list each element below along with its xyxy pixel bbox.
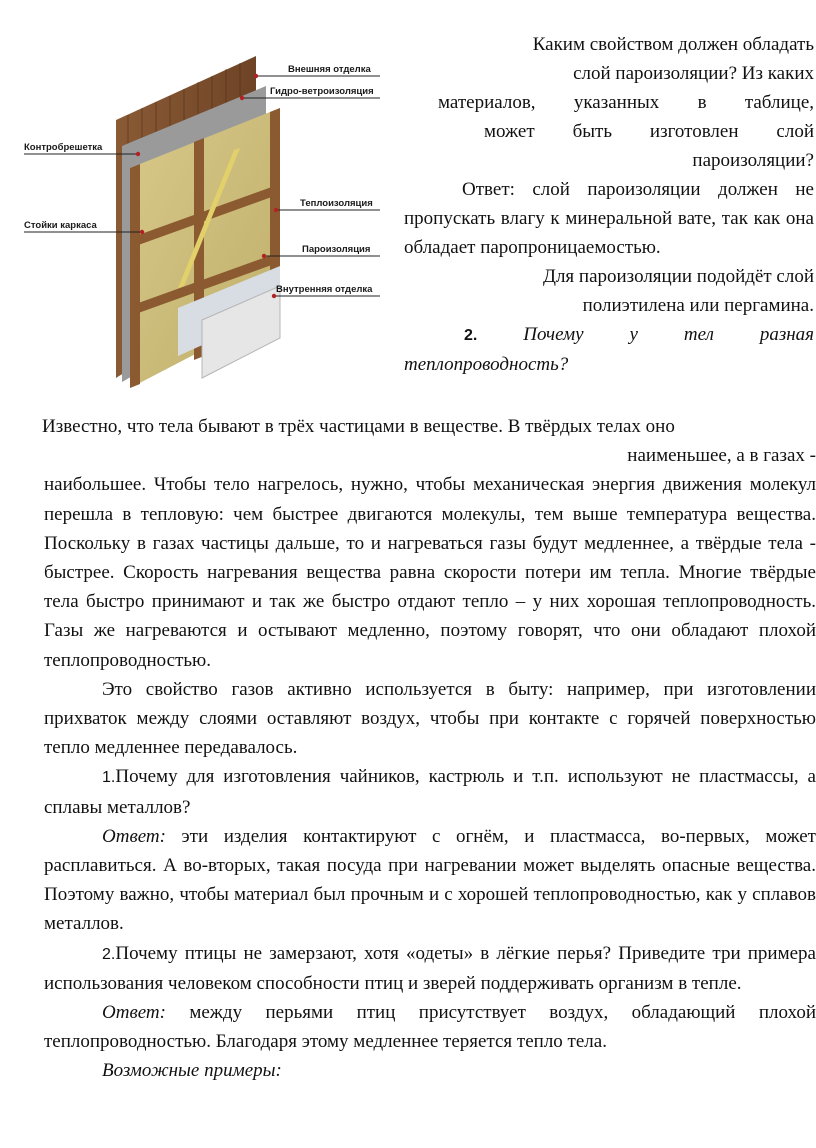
question-2 bbox=[404, 320, 814, 350]
paragraph-1-line-1: Известно, что тела бывают в трёх частицами в веществе. В твёрдых телах оно bbox=[42, 416, 675, 437]
question-4-text: Почему птицы не замерзают, хотя «одеты» в лёгкие перья? Приведите три примера использования человеком способности птиц и зверей поддерживать организм в тепле. bbox=[44, 942, 816, 994]
question-2-number: 2. bbox=[464, 327, 478, 344]
answer-1 bbox=[404, 175, 814, 262]
paragraph-1-line-2: наименьшее, а в газах - bbox=[627, 445, 816, 467]
question-1-line-2: слой пароизоляции? Из каких bbox=[573, 63, 814, 84]
answer-1b-line-2: полиэтилена или пергамина. bbox=[582, 295, 814, 316]
main-text bbox=[44, 412, 816, 1086]
right-column-text bbox=[404, 30, 814, 379]
wall-layers-svg bbox=[18, 38, 380, 388]
question-1-line-3: материалов, указанных в таблице, bbox=[438, 92, 814, 113]
label-outer-finish: Внешняя отделка bbox=[288, 64, 371, 75]
label-frame-studs: Стойки каркаса bbox=[24, 220, 97, 231]
question-2-line-1: Почему у тел разная bbox=[523, 324, 815, 345]
question-4 bbox=[44, 939, 816, 998]
question-3 bbox=[44, 762, 816, 821]
examples-heading: Возможные примеры: bbox=[102, 1060, 282, 1082]
question-3-text: Почему для изготовления чайников, кастрюль и т.п. используют не пластмассы, а сплавы металлов? bbox=[44, 766, 816, 818]
paragraph-3: Это свойство газов активно используется в быту: например, при изготовлении прихваток между слоями оставляют воздух, чтобы при контакте с горячей поверхностью тепло медленнее передавалось. bbox=[44, 678, 816, 759]
label-vapor-barrier: Пароизоляция bbox=[302, 244, 371, 255]
label-inner-finish: Внутренняя отделка bbox=[276, 284, 373, 295]
answer-3-label: Ответ: bbox=[102, 825, 166, 847]
wall-layers-diagram bbox=[18, 38, 380, 388]
label-hydro-wind: Гидро-ветроизоляция bbox=[270, 86, 374, 97]
answer-3-text: эти изделия контактируют с огнём, и пластмасса, во-первых, может расплавиться. А во-вторых, такая посуда при нагревании может выделять опасные вещества. Поэтому важно, чтобы материал был прочным и с хорошей теплопроводностью, как у сплавов металлов. bbox=[44, 825, 816, 935]
question-1-line-1: Каким свойством должен обладать bbox=[532, 34, 814, 55]
question-1-line-5: пароизоляции? bbox=[692, 150, 814, 171]
question-1-line-4: может быть изготовлен слой bbox=[484, 121, 814, 142]
answer-4-text: между перьями птиц присутствует воздух, обладающий плохой теплопроводностью. Благодаря этому медленнее теряется тепло тела. bbox=[44, 1002, 816, 1053]
question-3-number: 1. bbox=[102, 769, 116, 787]
label-thermal-insulation: Теплоизоляция bbox=[300, 198, 373, 209]
question-2-line-2: теплопроводность? bbox=[404, 354, 569, 375]
answer-1-text: Ответ: слой пароизоляции должен не пропускать влагу к минеральной вате, так как она обладает паропроницаемостью. bbox=[404, 179, 814, 258]
answer-3 bbox=[44, 822, 816, 939]
label-counter-batten: Контробрешетка bbox=[24, 142, 103, 153]
answer-1b-line-1: Для пароизоляции подойдёт слой bbox=[542, 266, 814, 287]
answer-4-label: Ответ: bbox=[102, 1002, 166, 1024]
paragraph-2: наибольшее. Чтобы тело нагрелось, нужно, чтобы механическая энергия движения молекул перешла в тепловую: чем быстрее двигаются молекулы, тем выше температура вещества. Поскольку в газах частицы дальше, то и нагреваться газы будут медленнее, а твёрдые тела - быстрее. Скорость нагревания вещества равна скорости потери им тепла. Многие твёрдые тела быстро принимают и так же быстро отдают тепло – у них хорошая теплопроводность. Газы же нагреваются и остывают медленно, поэтому говорят, что они обладают плохой теплопроводностью. bbox=[44, 474, 816, 671]
question-4-number: 2. bbox=[102, 945, 116, 963]
answer-4 bbox=[44, 998, 816, 1056]
